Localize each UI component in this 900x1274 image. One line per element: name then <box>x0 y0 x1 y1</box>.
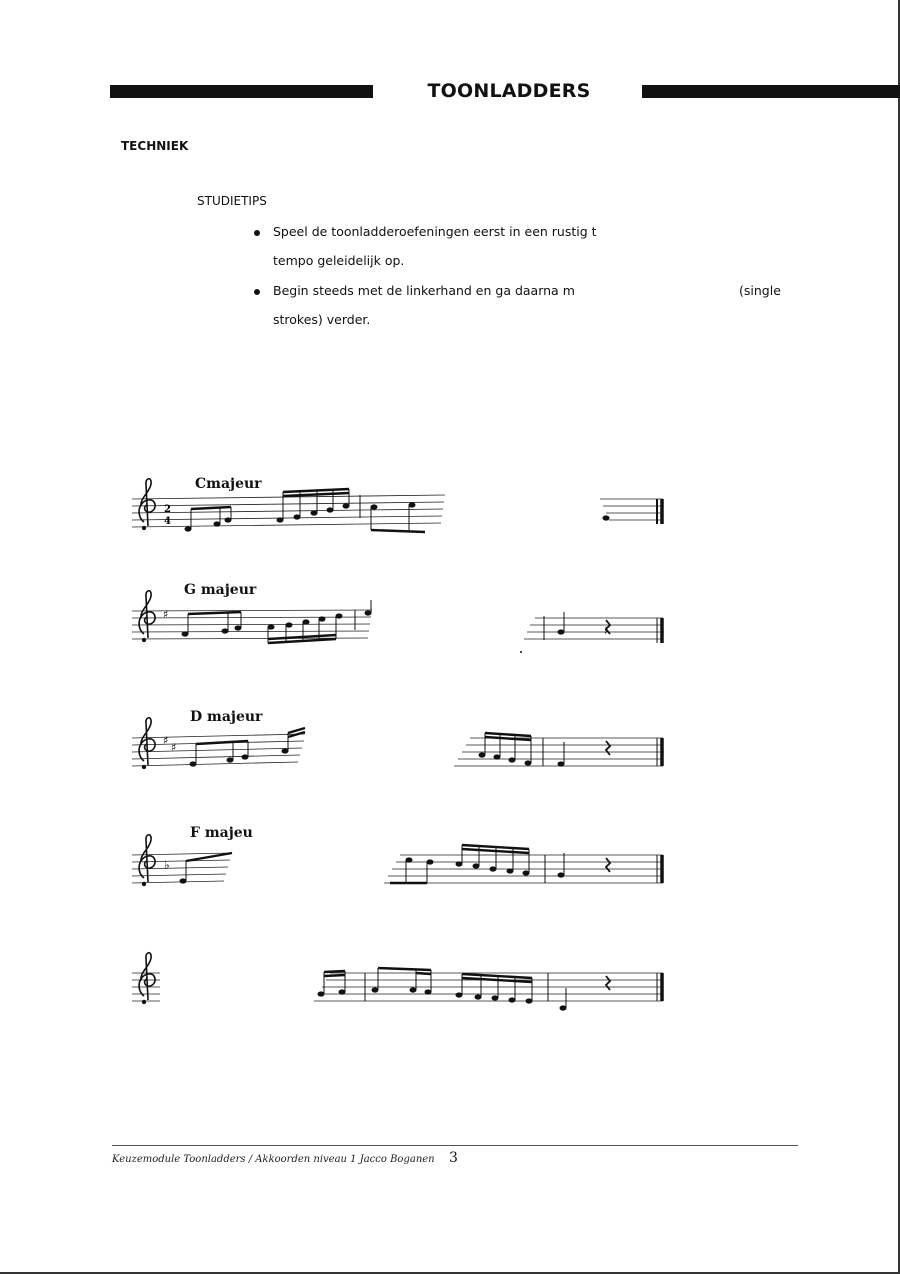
staff-c-majeur <box>132 479 663 532</box>
page-title: TOONLADDERS <box>427 80 591 102</box>
scale-label-f: F majeu <box>190 825 253 841</box>
scale-label-c: Cmajeur <box>195 476 262 492</box>
tip-1-text: Speel de toonladderoefeningen eerst in een rustig t <box>273 224 597 239</box>
svg-text:♭: ♭ <box>164 858 170 872</box>
footer-text: Keuzemodule Toonladders / Akkoorden niveau 1 Jacco Boganen <box>112 1154 435 1165</box>
svg-text:𝄽: 𝄽 <box>604 624 608 639</box>
scale-label-g: G majeur <box>184 582 257 598</box>
svg-text:♯: ♯ <box>171 741 177 754</box>
section-heading: TECHNIEK <box>121 139 189 153</box>
tip-2-line-1-right: (single <box>739 283 781 298</box>
svg-text:2: 2 <box>164 504 171 515</box>
tip-2-line-2: strokes) verder. <box>273 312 371 327</box>
staff-g-majeur <box>132 591 663 653</box>
svg-text:♯: ♯ <box>163 734 169 747</box>
footer-rule <box>112 1145 798 1146</box>
scale-label-d: D majeur <box>190 709 263 725</box>
tip-1-line-2: tempo geleidelijk op. <box>273 253 405 268</box>
svg-text:4: 4 <box>164 516 171 527</box>
studietips-heading: STUDIETIPS <box>197 194 267 208</box>
staff-d-majeur <box>132 718 663 769</box>
svg-text:♯: ♯ <box>163 608 169 621</box>
page-number: 3 <box>449 1150 458 1166</box>
tip-2-text: Begin steeds met de linkerhand en ga daarna m <box>273 283 575 298</box>
staff-5 <box>132 953 663 1011</box>
staff-f-majeur <box>132 835 663 886</box>
